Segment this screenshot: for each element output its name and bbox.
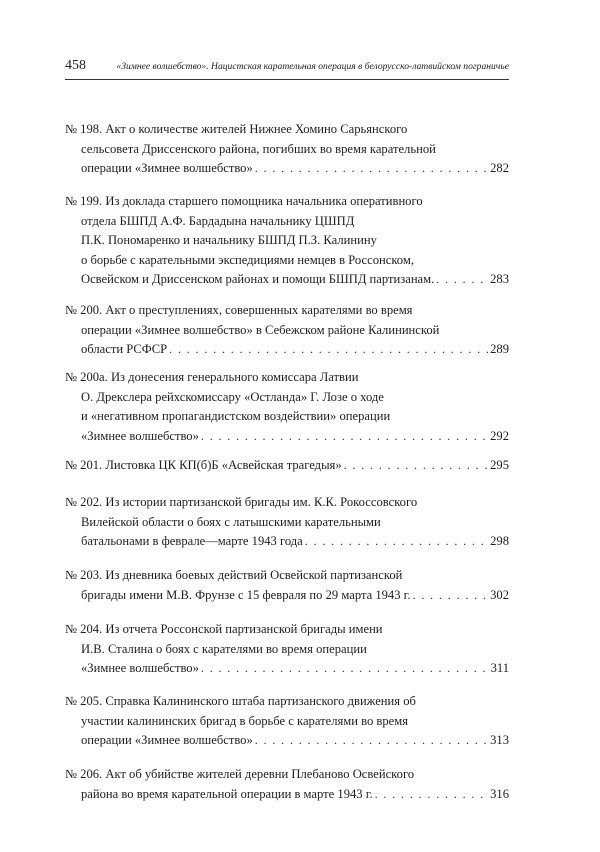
dot-leader <box>436 270 488 290</box>
entry-continuation-line: участии калининских бригад в борьбе с карателями во время <box>81 713 409 728</box>
entry-last-line <box>65 159 509 179</box>
toc-entry <box>65 620 509 679</box>
entry-page-number: 316 <box>490 786 509 801</box>
entry-last-text: батальонами в феврале—марте 1943 года <box>81 534 303 548</box>
entry-page-number: 292 <box>490 428 509 443</box>
entry-page-number: 282 <box>490 161 509 175</box>
dot-leader <box>375 785 488 805</box>
entry-page-number: 313 <box>490 733 509 747</box>
toc-entry <box>65 692 509 751</box>
dot-leader <box>305 532 488 552</box>
entry-page-number: 302 <box>490 587 509 602</box>
dot-leader <box>255 159 488 179</box>
entry-last-line <box>65 532 509 552</box>
entry-continuation-line: О. Дрекслера рейхскомиссару «Остланда» Г. Лозе о ходе <box>81 389 384 404</box>
toc-entry <box>65 493 509 552</box>
entry-page-number: 295 <box>490 458 509 472</box>
entry-last-line <box>65 270 509 290</box>
entry-title-line: № 198. Акт о количестве жителей Нижнее Хомино Сарьянского <box>65 122 408 136</box>
entry-last-text: бригады имени М.В. Фрунзе с 15 февраля по 29 марта 1943 г. <box>81 587 411 602</box>
dot-leader <box>201 427 488 447</box>
entry-continuation-line: И.В. Сталина о боях с карателями во время операции <box>81 641 367 656</box>
entry-title-line: № 200а. Из донесения генерального комиссара Латвии <box>65 370 359 384</box>
entry-last-text: «Зимнее волшебство» <box>81 661 199 675</box>
entry-last-line <box>65 731 509 751</box>
entry-continuation-line: отдела БШПД А.Ф. Бардадына начальнику ЦШПД <box>81 213 355 228</box>
entry-title-line: № 204. Из отчета Россонской партизанской бригады имени <box>65 622 383 636</box>
dot-leader <box>201 659 489 679</box>
entry-page-number: 298 <box>490 534 509 548</box>
entry-title-line: № 199. Из доклада старшего помощника начальника оперативного <box>65 194 423 208</box>
toc-entry <box>65 120 509 179</box>
entry-title-line: № 203. Из дневника боевых действий Освейской партизанской <box>65 568 403 582</box>
entry-page-number: 289 <box>490 342 509 356</box>
entry-last-line <box>65 785 509 805</box>
toc-entry <box>65 301 509 360</box>
entry-last-text: операции «Зимнее волшебство» <box>81 733 253 747</box>
toc-entry <box>65 456 509 476</box>
toc-entry <box>65 566 509 605</box>
dot-leader <box>344 456 488 476</box>
dot-leader <box>255 731 488 751</box>
header-rule <box>65 79 509 80</box>
entry-continuation-line: Вилейской области о боях с латышскими карательными <box>81 514 381 529</box>
toc-entry <box>65 192 509 290</box>
entry-title-line: № 200. Акт о преступлениях, совершенных карателями во время <box>65 303 413 317</box>
entry-last-line <box>65 427 509 447</box>
entry-last-line <box>65 456 509 476</box>
entry-continuation-line: сельсовета Дриссенского района, погибших во время карательной <box>81 141 436 156</box>
entry-last-line <box>65 659 509 679</box>
entry-last-line <box>65 340 509 360</box>
entry-continuation-line: П.К. Пономаренко и начальнику БШПД П.З. Калинину <box>81 233 377 247</box>
entry-continuation-line: и «негативном пропагандистском воздействии» операции <box>81 409 391 423</box>
dot-leader <box>169 340 488 360</box>
entry-last-text: района во время карательной операции в марте 1943 г. <box>81 786 373 801</box>
toc-entry <box>65 765 509 804</box>
entry-title-line: № 206. Акт об убийстве жителей деревни Плебаново Освейского <box>65 767 415 781</box>
entry-page-number: 311 <box>490 661 509 675</box>
entry-page-number: 283 <box>490 272 509 286</box>
entry-continuation-line: о борьбе с карательными экспедициями немцев в Россонском, <box>81 252 414 267</box>
entry-continuation-line: операции «Зимнее волшебство» в Себежском районе Калининской <box>81 322 440 337</box>
page-number: 458 <box>65 58 86 73</box>
entry-last-text: № 201. Листовка ЦК КП(б)Б «Асвейская трагедыя» <box>65 458 342 472</box>
entry-title-line: № 202. Из истории партизанской бригады им. К.К. Рокоссовского <box>65 495 418 509</box>
entry-last-line <box>65 586 509 606</box>
entry-last-text: области РСФСР <box>81 342 168 356</box>
running-head: «Зимнее волшебство». Нацистская карательная операция в белорусско-латвийском пограничье <box>116 61 509 72</box>
entry-title-line: № 205. Справка Калининского штаба партизанского движения об <box>65 694 416 708</box>
page-header <box>65 58 509 74</box>
entry-last-text: операции «Зимнее волшебство» <box>81 161 253 175</box>
dot-leader <box>413 586 489 606</box>
toc-entry <box>65 368 509 446</box>
entry-last-text: «Зимнее волшебство» <box>81 428 199 443</box>
entry-last-text: Освейском и Дриссенском районах и помощи БШПД партизанам. <box>81 272 435 286</box>
